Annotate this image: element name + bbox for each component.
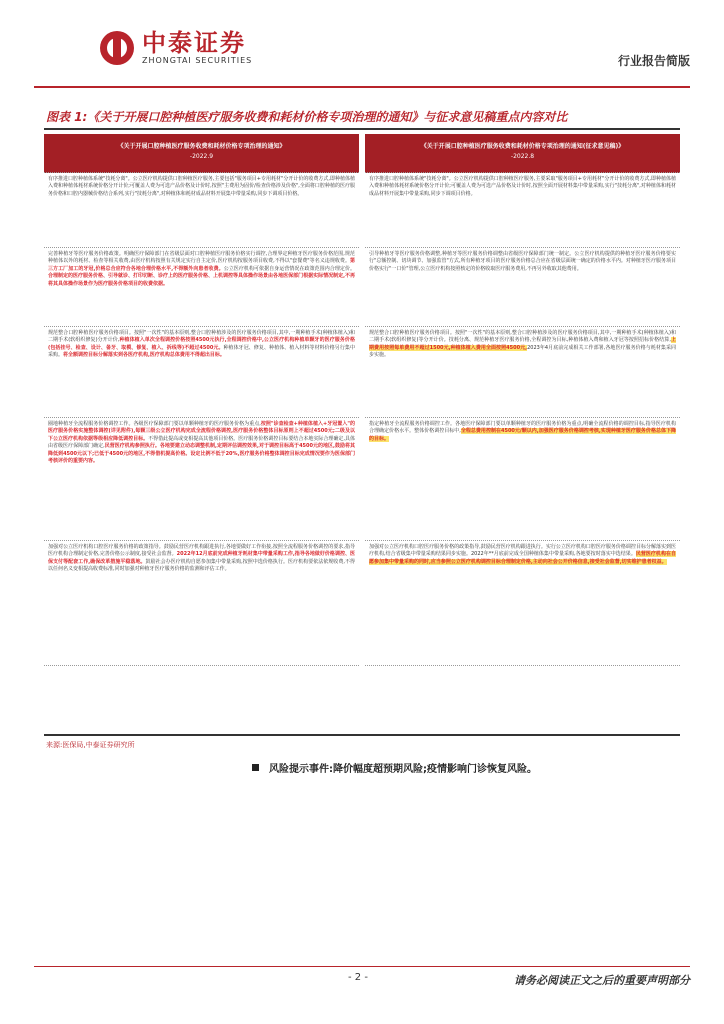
report-type-label: 行业报告简版 — [617, 54, 690, 68]
cell-text-segment: 按照"诊查检查+种植体植入+牙冠置入"的医疗服务价格实施整体调控(详见附件),每颗三级公立医疗机构完成全流程价格调控,医疗服务价格整体目标原则上不超过4500元;二级及以下公立医疗机构依据等级相应降低调控目标。 — [48, 421, 355, 442]
header-divider — [34, 86, 690, 88]
cell-text-segment: 指定种植牙全流程服务价格调控工作。各地医疗保障部门要以单颗种植牙的医疗服务价格为重点,明确全流程价格的调控目标,指导医疗机构合理确定价格水平。 — [369, 421, 676, 435]
cell-text-segment: 第三方工厂加工的牙冠,价格总合应符合各地合理价格水平,不得额外向患者收费。 — [48, 258, 355, 272]
cell-text-segment: 有序推进口腔种植体系统"技耗分离"。公立医疗机构提供口腔种植医疗服务,主要采取"服务项目+专用耗材"分开计价的收费方式,即种植体植入费和种植体耗材系统价格分开计价;可覆盖人费为可选产品价格及计价时,按照全面开展材料集中带量采购,实行"技耗分离",对种植体和耗材成品材料开展集中带量采购,同步下调项目价格。 — [369, 176, 676, 197]
cell-text-segment: 规范整合口腔种植医疗服务价格项目。按照"一次性"的基本原则,整合口腔种植涉及的医疗服务价格项目,其中,一期种植手术(种植体植入)和二期手术(软组织修复)等分开计价。技耗分离、规范种植牙医疗服务价格,全程调控为目标,种植体植入费和植入牙冠等按照招标价格结算, — [369, 330, 676, 344]
column-header-draft-date: -2022.8 — [510, 153, 535, 160]
cell-text-segment: 不得借此提高或变相提高其他项目价格。医疗服务价格调控目标要结合本地实际合理确定,具体由省级医疗保障部门确定, — [48, 435, 355, 450]
draft-notice-cell — [362, 418, 680, 541]
table-row — [44, 248, 680, 327]
cell-text-segment: 种植体植入单次全程调控价格按照4500元执行,全程调控价格中,公立医疗机构种植单颗牙的医疗服务价格(包括挂号、检查、设计、备牙、取模、修复、植入、拆线等)不超过4500元。 — [48, 337, 355, 351]
risk-warning-text: 风险提示事件:降价幅度超预期风险;疫情影响门诊恢复风险。 — [269, 764, 537, 775]
comparison-table — [44, 134, 680, 666]
final-notice-cell — [44, 248, 362, 327]
footer-divider — [34, 966, 690, 967]
logo-chinese-name: 中泰证券 — [142, 29, 246, 57]
draft-notice-cell — [362, 248, 680, 327]
cell-text-segment: 上期费用按照每单费用不超过1500元,种植体植入费用全面按照4500元, — [369, 337, 676, 351]
column-header-draft — [362, 134, 680, 173]
column-header-final — [44, 134, 362, 173]
cell-text-segment: 全程总费用控制在4500元/颗以内,加强医疗服务价格调控考核,实现种植牙医疗服务价格总体下降的目标。 — [369, 428, 677, 442]
cell-text-segment: 民营医疗机构在自愿参加集中带量采购的同时,应当参照公立医疗机构调控目标合理制定价格,主动向社会公开价格信息,接受社会监督,切实维护患者权益。 — [369, 551, 676, 565]
table-row — [44, 541, 680, 666]
final-notice-cell — [44, 173, 362, 248]
figure-title: 图表 1:《关于开展口腔种植医疗服务收费和耗材价格专项治理的通知》与征求意见稿重点内容对比 — [46, 110, 568, 124]
draft-notice-cell — [362, 173, 680, 248]
cell-text-segment: 加强对公立医疗机构口腔医疗服务价格的政策指导。鼓励民营医疗机构跟进执行,各地要做好工作衔接,按照全流程服务价格调控的要求,指导医疗机构合理制定价格,完善价格公示制度,接受社会监督。 — [48, 544, 355, 558]
cell-text-segment: 公立医疗机构可依据自身运营情况在政策范围内合理定价。 — [223, 265, 355, 272]
cell-text-segment: 2023年4月底前完成相关工作部署,各地医疗服务价格与耗材集采同步实施。 — [369, 344, 677, 359]
cell-text-segment: 完善种植牙等医疗服务价格政策。明确医疗保障部门在省级层面对口腔种植医疗服务价格实行调控,合理界定种植牙医疗服务价格范围,规范种植体以外的耗材、检查等相关收费,由医疗机构按照有关规定实行自主定价,医疗机构按服务项目收费,不得以"套餐费"等名义违规收费。 — [48, 251, 355, 265]
bullet-square-icon — [252, 764, 259, 771]
cell-text-segment: 整体价格调控目标中, — [414, 428, 461, 435]
figure-source: 来源:医保局,中泰证券研究所 — [46, 741, 135, 749]
page-number: - 2 - — [348, 972, 368, 983]
draft-notice-cell — [362, 541, 680, 666]
column-header-final-title: 《关于开展口腔种植医疗服务收费和耗材价格专项治理的通知》 — [117, 143, 286, 150]
company-logo — [100, 30, 252, 65]
cell-text-segment: 有序推进口腔种植体系统"技耗分离"。公立医疗机构提供口腔种植医疗服务,主要包括"服务项目+专用耗材"分开计价的收费方式,即种植体植入费和种植体耗材系统价格分开计价;可覆盖人费为可选产品价格及计价时,按照"主费用为固价/检查价格涉及价格",全面将口腔种植的医疗服务价格和口腔内器械价格结合系列,实行"技耗分离",对种植体和耗材成品材料开展集中带量采购,同步下调项目价格。 — [48, 176, 355, 197]
figure-bottom-rule — [44, 734, 680, 736]
risk-warning — [252, 760, 537, 775]
cell-text-segment: 将全额调控目标分解落实到各医疗机构,医疗机构总体费用不得超出目标。 — [63, 352, 225, 359]
cell-text-segment: 合理制定的医疗服务价格、引导就诊、打印切断、诊疗上的医疗服务价格、上机调控等具体操作场景由各地医保部门根据实际情况制定,不再将其具体操作场景作为医疗服务价格项目的收费依据。 — [48, 273, 355, 287]
column-header-final-date: -2022.9 — [189, 153, 214, 160]
table-row — [44, 418, 680, 541]
cell-text-segment: 规范整合口腔种植医疗服务价格项目。按照"一次性"的基本原则,整合口腔种植涉及的医疗服务价格项目,其中,一期种植手术(种植体植入)和二期手术(软组织修复)分开计价, — [48, 330, 355, 344]
figure-top-rule — [44, 128, 680, 130]
column-header-draft-title: 《关于开展口腔种植医疗服务收费和耗材价格专项治理的通知(征求意见稿)》 — [420, 143, 625, 150]
final-notice-cell — [44, 541, 362, 666]
cell-text-segment: 种植体牙冠、修复、种植体、植入材料等材料价格另行集中采购。 — [48, 344, 355, 359]
table-row — [44, 327, 680, 418]
cell-text-segment: 加强对公立医疗机构口腔医疗服务价格的政策指导,鼓励民营医疗机构跟进执行。实行公立医疗机构口腔医疗服务价格调控目标分解落实到医疗机构,结合省级集中带量采购结果同步实施。2022年**月底前完成全国种植体集中带量采购,各地要按时落实中选结果。 — [369, 544, 676, 558]
disclaimer-note: 请务必阅读正文之后的重要声明部分 — [514, 974, 690, 987]
final-notice-cell — [44, 418, 362, 541]
logo-mark-icon — [100, 31, 134, 65]
table-row — [44, 173, 680, 248]
cell-text-segment: 2022年12月底前完成种植牙耗材集中带量采购工作,指导各地做好价格调控、医保支付等配套工作,确保改革措施平稳落地。 — [48, 551, 356, 565]
cell-text-segment: 鼓励社会办医疗机构自愿参加集中带量采购,按照中选价格执行。医疗机构要依法依规收费,不得以任何名义变相提高收费标准,同时加强对种植牙医疗服务价格的监测和评估工作。 — [48, 558, 356, 573]
cell-text-segment: 民营医疗机构参照执行。各地要建立动态调整机制,定期评估调控效果,对于调控目标高于4500元的地区,鼓励将其降低到4500元以下;已低于4500元的地区,不得借机提高价格。 — [48, 443, 355, 457]
cell-text-segment: 设定比例不低于20%,医疗服务价格整体调控目标完成情况要作为医保部门考核评价的重要内容。 — [48, 450, 356, 465]
draft-notice-cell — [362, 327, 680, 418]
page-header — [0, 0, 724, 90]
final-notice-cell — [44, 327, 362, 418]
logo-english-name: ZHONGTAI SECURITIES — [142, 56, 253, 65]
cell-text-segment: 引导种植牙等医疗服务价格调整,种植牙等医疗服务价格调整由省级医疗保障部门统一制定。公立医疗机构提供的种植牙医疗服务价格要实行"总额控制、切块调节、加强监管"方式,所有种植牙项目的医疗服务价格总合应在省级层面统一确定的价格水平内。对种植牙医疗服务项目价格实行"一口价"管理,公立医疗机构按照核定的价格收取医疗服务费用,不再另外收取其他费用。 — [369, 251, 676, 272]
cell-text-segment: 圈地种植牙全流程服务价格调控工作。各级医疗保障部门要以单颗种植牙的医疗服务价格为重点, — [48, 421, 261, 427]
